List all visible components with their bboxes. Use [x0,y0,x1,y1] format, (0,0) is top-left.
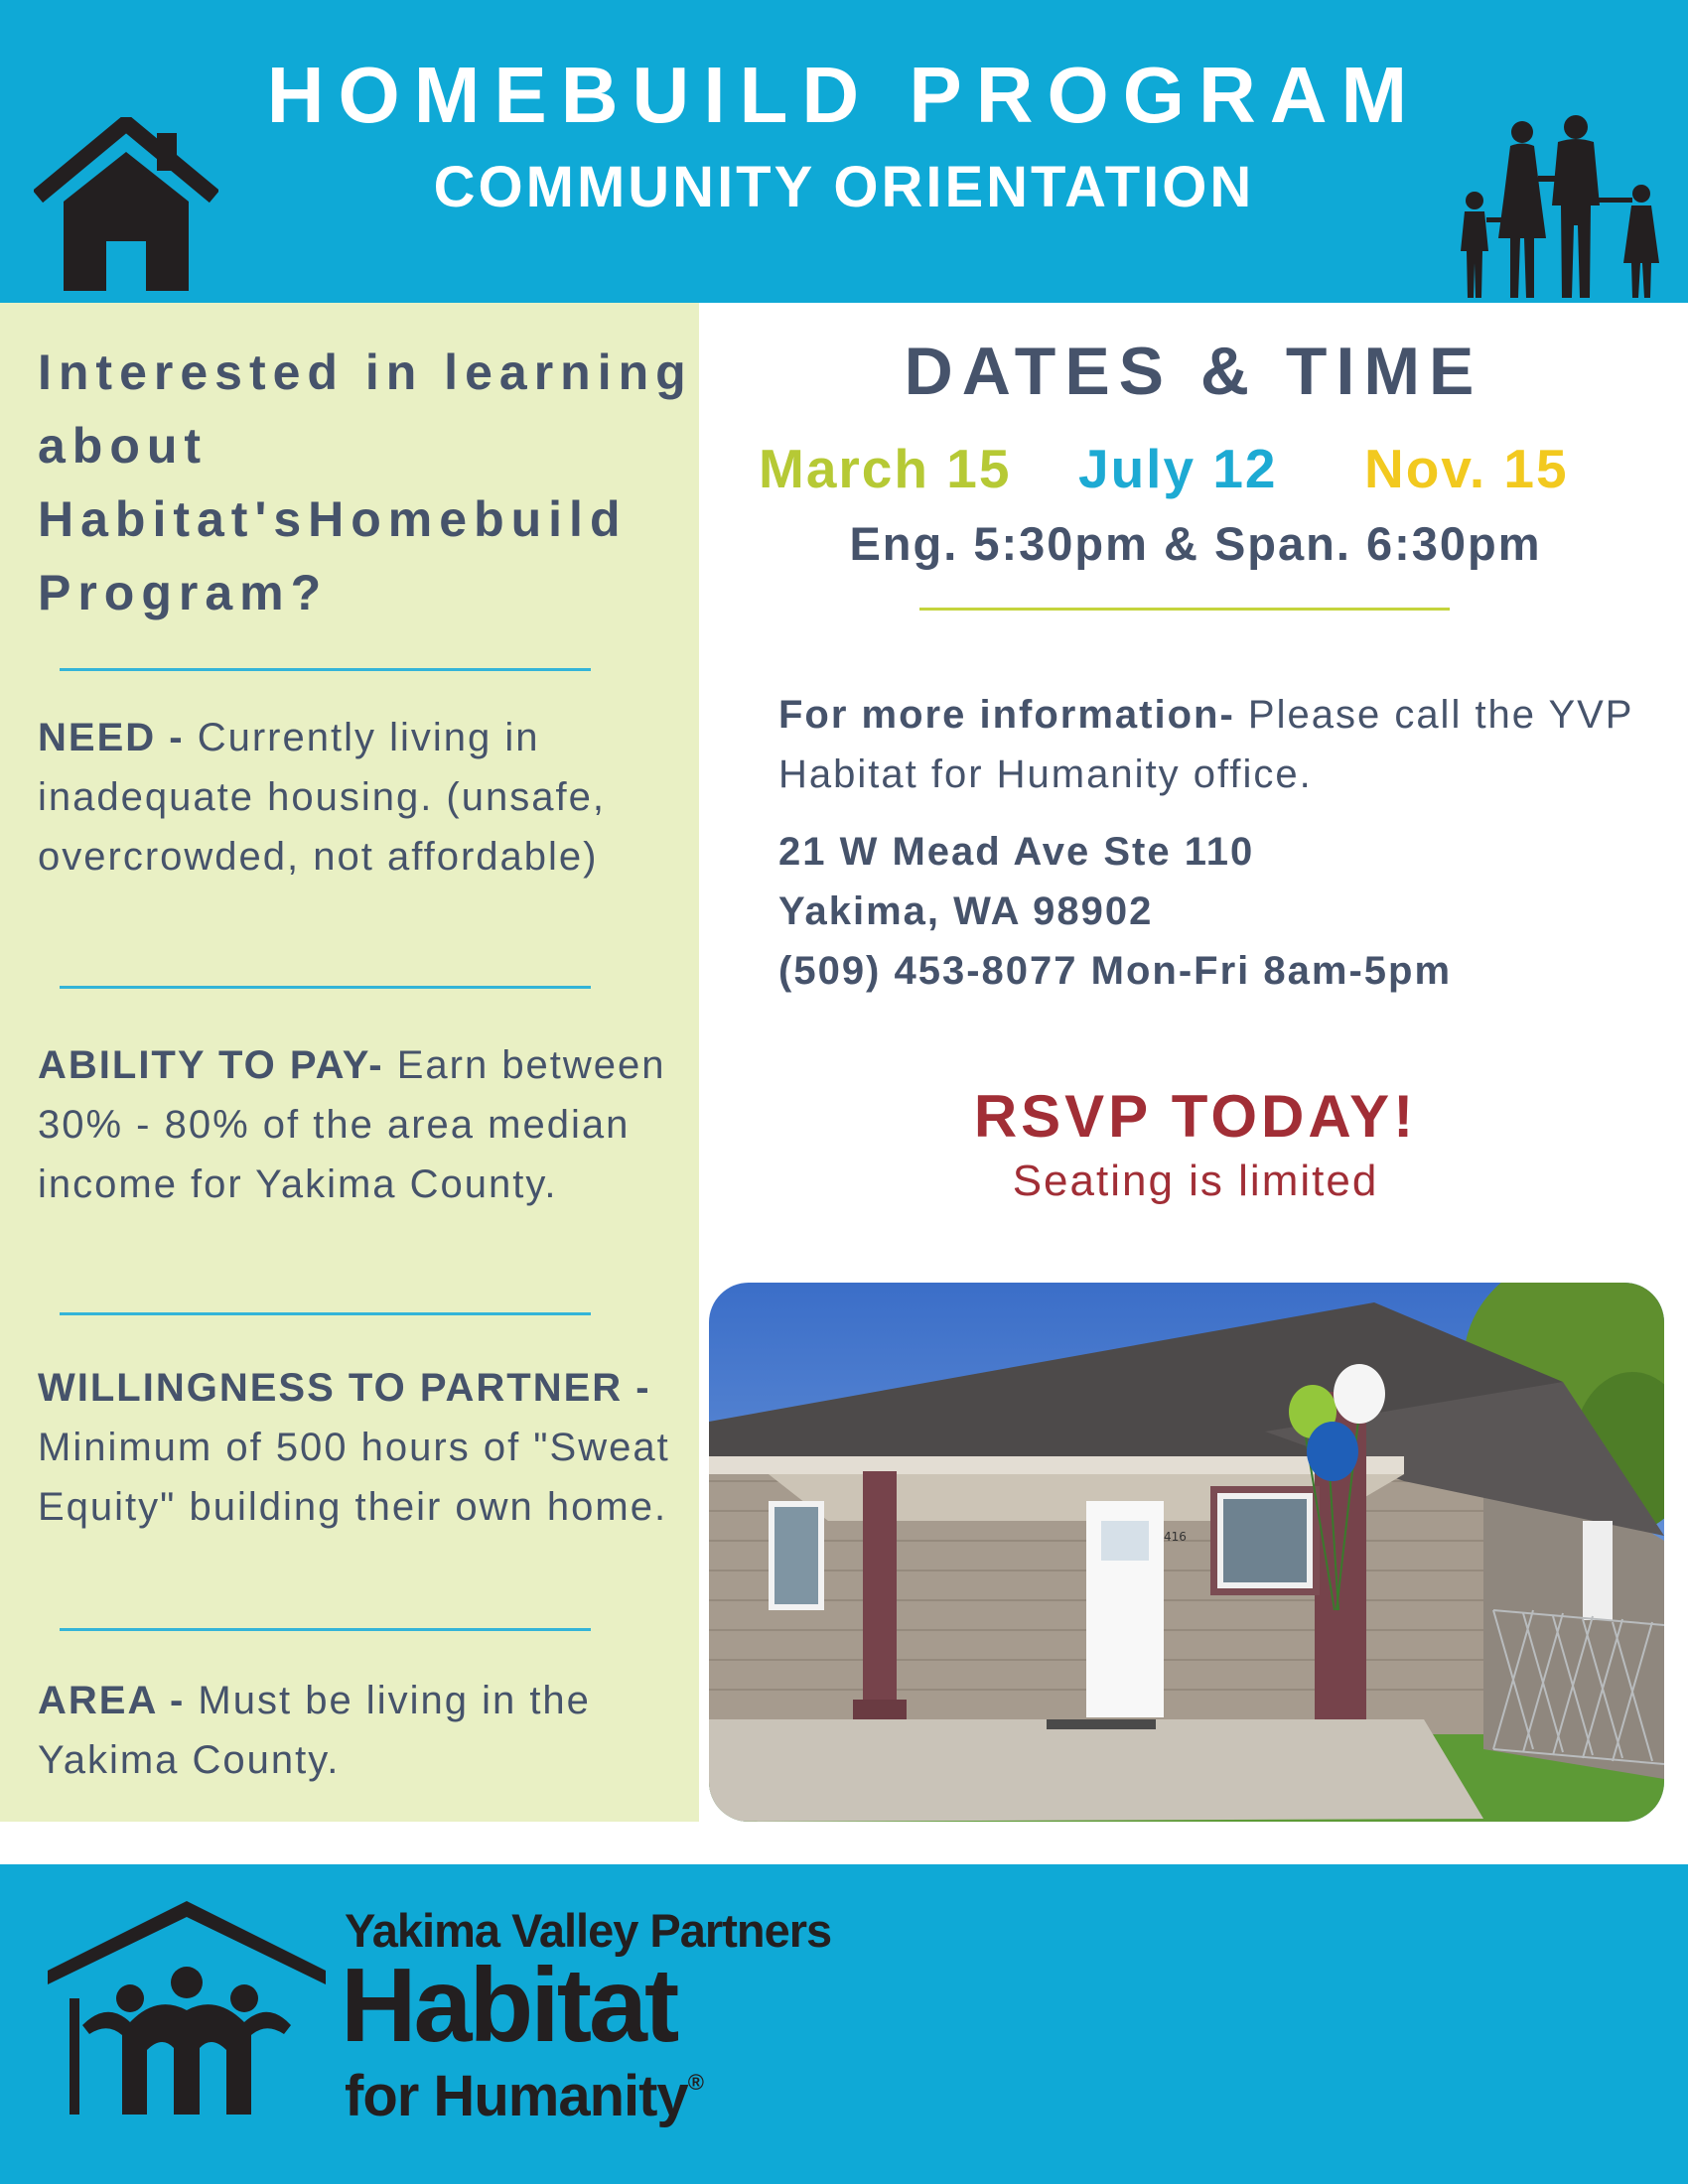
logo-habitat-text: Habitat [341,1947,677,2064]
criteria-need [38,708,673,887]
criteria-text: Minimum of 500 hours of "Sweat Equity" building their own home. [38,1426,670,1529]
divider [60,1628,591,1631]
contact-address [778,822,1652,1001]
divider [60,986,591,989]
family-silhouette-icon [1445,114,1673,303]
house-photo [709,1283,1664,1822]
page-subtitle: COMMUNITY ORIENTATION [433,155,1255,219]
seating-note: Seating is limited [1012,1157,1379,1205]
info-label: For more information- [778,693,1235,737]
criteria-label: NEED - [38,716,185,759]
date-november: Nov. 15 [1364,438,1569,499]
address-line-2: Yakima, WA 98902 [778,889,1154,933]
criteria-text: Must be living in the Yakima County. [38,1679,591,1782]
page-title: HOMEBUILD PROGRAM [266,51,1422,139]
session-times: Eng. 5:30pm & Span. 6:30pm [849,517,1542,570]
criteria-label: ABILITY TO PAY- [38,1043,384,1087]
phone-hours: (509) 453-8077 Mon-Fri 8am-5pm [778,949,1453,993]
logo-partners-text: Yakima Valley Partners [345,1904,832,1957]
house-number: 416 [1164,1530,1187,1544]
criteria-ability-to-pay [38,1035,673,1214]
criteria-willingness [38,1358,673,1537]
criteria-label: WILLINGNESS TO PARTNER - [38,1366,651,1410]
info-text: Please call the YVP Habitat for Humanity office. [778,693,1633,796]
registered-mark: ® [687,2070,703,2095]
house-icon [34,117,218,291]
dates-heading: DATES & TIME [904,334,1483,409]
divider [919,608,1450,611]
address-line-1: 21 W Mead Ave Ste 110 [778,830,1255,874]
date-march: March 15 [759,438,1012,499]
intro-question: Interested in learning about Habitat'sHomebuild Program? [38,344,693,620]
criteria-label: AREA - [38,1679,186,1722]
more-info [778,685,1652,804]
criteria-text: Earn between 30% - 80% of the area median income for Yakima County. [38,1043,666,1206]
divider [60,1312,591,1315]
habitat-logo-icon [48,1901,326,2115]
rsvp-heading: RSVP TODAY! [973,1083,1418,1150]
divider [60,668,591,671]
criteria-text: Currently living in inadequate housing. (unsafe, overcrowded, not affordable) [38,716,606,879]
logo-humanity-label: for Humanity [345,2064,688,2128]
date-july: July 12 [1078,438,1278,499]
criteria-area [38,1671,673,1790]
logo-humanity-text [345,2064,703,2128]
header-banner [0,0,1688,303]
